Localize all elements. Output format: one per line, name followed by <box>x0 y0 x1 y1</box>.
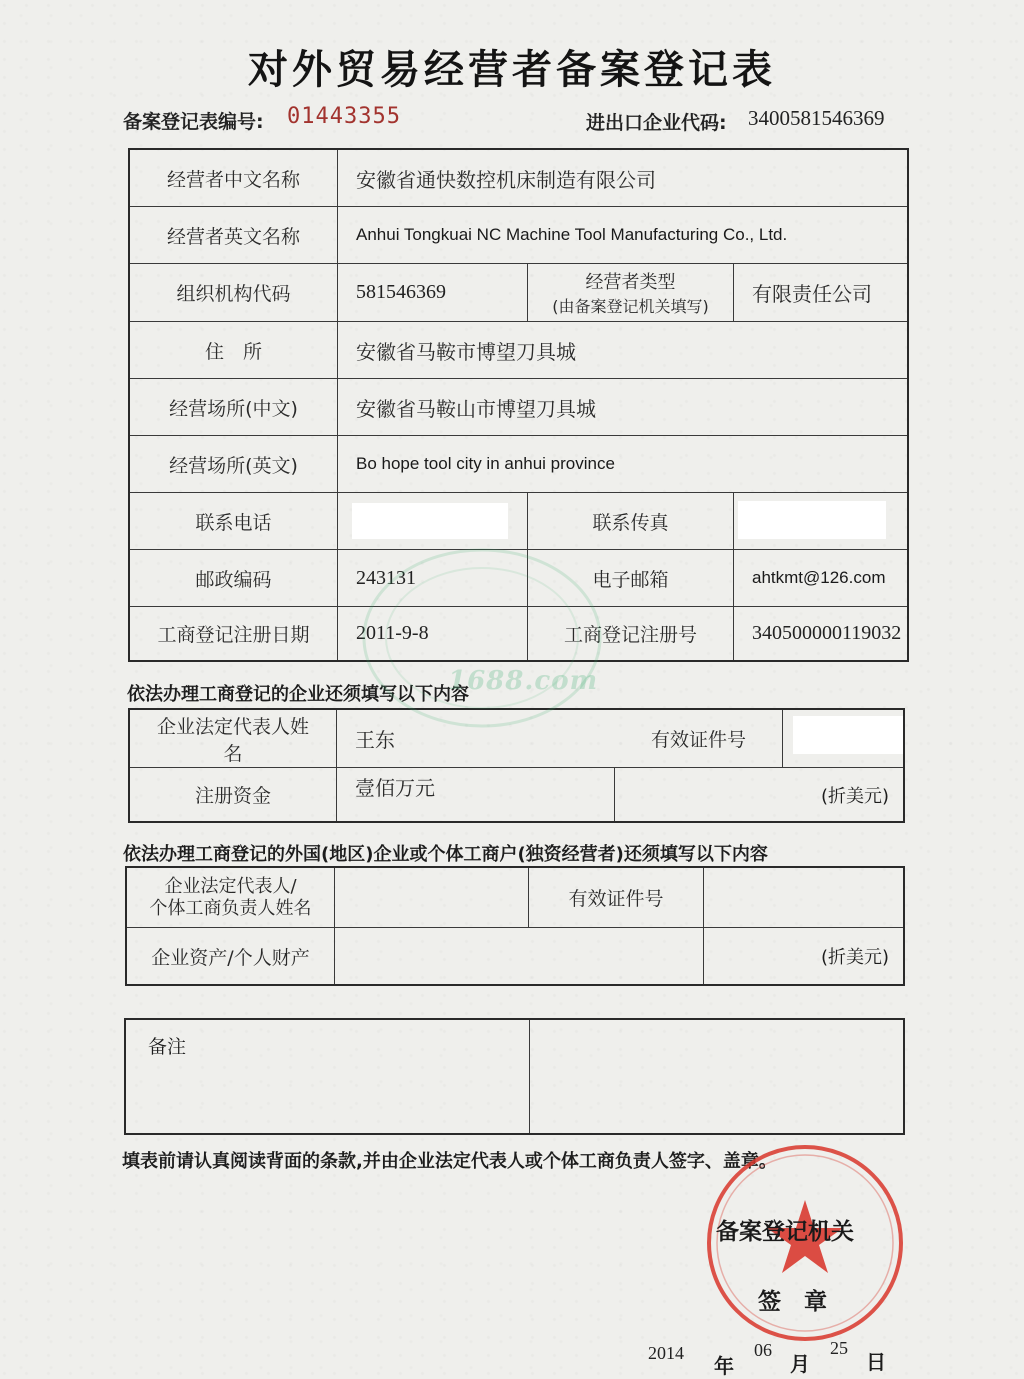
operator-type-label-note: (由备案登记机关填写) <box>552 297 709 316</box>
date-month: 06 <box>754 1340 772 1360</box>
org-code-value: 581546369 <box>338 264 528 322</box>
capital-value: 壹佰万元 <box>337 768 615 821</box>
date-day-unit: 日 <box>866 1350 886 1374</box>
email-value: ahtkmt@126.com <box>734 550 907 607</box>
remarks-table <box>124 1018 905 1135</box>
enterprise-code-value: 3400581546369 <box>748 106 885 130</box>
date-year-unit: 年 <box>714 1354 734 1378</box>
foreign-id-label: 有效证件号 <box>529 868 704 928</box>
assets-value <box>335 928 704 984</box>
postcode-label: 邮政编码 <box>130 550 338 607</box>
capital-usd-label: (折美元) <box>820 785 889 807</box>
id-redaction-block <box>793 716 903 754</box>
date-day: 25 <box>830 1338 848 1358</box>
operator-type-label <box>528 264 734 322</box>
name-cn-value: 安徽省通快数控机床制造有限公司 <box>338 150 907 207</box>
reg-date-label: 工商登记注册日期 <box>130 607 338 660</box>
foreign-enterprise-table <box>125 866 905 986</box>
name-en-value: Anhui Tongkuai NC Machine Tool Manufacturing Co., Ltd. <box>338 207 907 264</box>
foreign-rep-label-line1: 企业法定代表人/ <box>164 875 297 897</box>
name-en-label: 经营者英文名称 <box>130 207 338 264</box>
foreign-id-value <box>704 868 903 928</box>
name-cn-label: 经营者中文名称 <box>130 150 338 207</box>
legal-rep-value: 王东 <box>337 710 615 768</box>
foreign-rep-value <box>335 868 529 928</box>
green-stamp-mark <box>352 538 612 738</box>
capital-label: 注册资金 <box>130 768 337 821</box>
footer-note: 填表前请认真阅读背面的条款,并由企业法定代表人或个体工商负责人签字、盖章。 <box>122 1151 777 1172</box>
reg-no-value: 340500000119032 <box>752 622 902 644</box>
id-number-value-redacted <box>783 710 903 768</box>
org-code-label: 组织机构代码 <box>130 264 338 322</box>
date-year: 2014 <box>648 1343 684 1363</box>
section2-heading: 依法办理工商登记的外国(地区)企业或个体工商户(独资经营者)还须填写以下内容 <box>123 844 768 865</box>
foreign-rep-label-line2: 个体工商负责人姓名 <box>149 897 312 919</box>
serial-label: 备案登记表编号: <box>123 111 264 133</box>
address-value: 安徽省马鞍市博望刀具城 <box>338 322 907 379</box>
operator-type-label-main: 经营者类型 <box>585 272 676 293</box>
authority-label: 备案登记机关 <box>716 1219 854 1245</box>
place-en-label: 经营场所(英文) <box>130 436 338 493</box>
reg-date-value: 2011-9-8 <box>338 607 528 660</box>
section1-heading: 依法办理工商登记的企业还须填写以下内容 <box>127 684 469 705</box>
assets-label: 企业资产/个人财产 <box>127 928 335 984</box>
enterprise-code-label: 进出口企业代码: <box>586 112 727 134</box>
assets-usd-label: (折美元) <box>820 947 889 968</box>
legal-rep-label: 企业法定代表人姓名 <box>130 710 337 768</box>
place-cn-value: 安徽省马鞍山市博望刀具城 <box>338 379 907 436</box>
reg-no-label: 工商登记注册号 <box>528 607 734 660</box>
postcode-value: 243131 <box>338 550 528 607</box>
seal-label: 签 章 <box>758 1289 827 1315</box>
fax-value-redacted <box>734 493 907 550</box>
fax-redaction-block <box>738 501 886 539</box>
fax-label: 联系传真 <box>528 493 734 550</box>
document-title: 对外贸易经营者备案登记表 <box>248 47 776 93</box>
id-number-label: 有效证件号 <box>615 710 783 768</box>
serial-number: 01443355 <box>287 104 401 129</box>
address-label: 住 所 <box>130 322 338 379</box>
place-en-value: Bo hope tool city in anhui province <box>338 436 907 493</box>
foreign-rep-label <box>127 868 335 928</box>
email-label: 电子邮箱 <box>528 550 734 607</box>
phone-label: 联系电话 <box>130 493 338 550</box>
remarks-label: 备注 <box>126 1020 530 1133</box>
phone-redaction-block <box>352 503 508 539</box>
remarks-value <box>530 1020 903 1133</box>
operator-type-value: 有限责任公司 <box>734 264 907 322</box>
watermark-text: 1688.com <box>448 666 599 696</box>
place-cn-label: 经营场所(中文) <box>130 379 338 436</box>
date-month-unit: 月 <box>790 1352 810 1376</box>
